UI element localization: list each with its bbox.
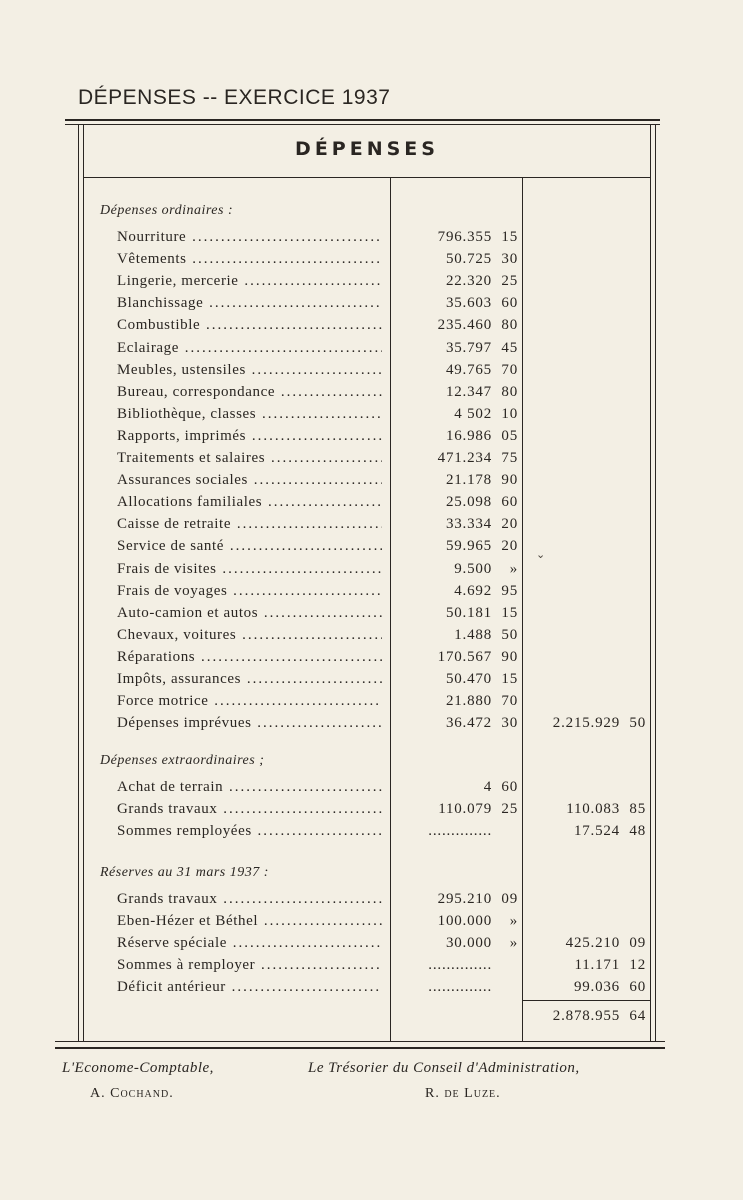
amount-cents: 30 (501, 715, 518, 732)
row-amount (396, 359, 518, 381)
amount-value: 796.355 (437, 229, 492, 245)
amount-cents: 15 (501, 604, 518, 621)
row-amount (396, 910, 518, 932)
amount-cents: » (509, 913, 518, 929)
row-amount (396, 776, 518, 798)
signature-left-role: L'Econome-Comptable, (62, 1060, 214, 1076)
amount-cents: 25 (501, 273, 518, 290)
row-label: Lingerie, mercerie ..... (117, 270, 382, 292)
row-amount (396, 491, 518, 513)
table-row (0, 270, 743, 292)
signature-right-name: R. de Luze. (425, 1086, 501, 1101)
amount-value: .............. (428, 823, 492, 839)
row-label: Eclairage ..... (117, 337, 382, 359)
row-label: Eben-Hézer et Béthel ..... (117, 910, 382, 932)
row-label: Grands travaux ..... (117, 888, 382, 910)
row-amount (396, 558, 518, 580)
row-amount (396, 337, 518, 359)
amount-value: 22.320 (445, 273, 492, 290)
table-row (0, 558, 743, 580)
amount-cents: 75 (501, 450, 518, 466)
section-row (0, 862, 743, 884)
row-total (528, 932, 646, 954)
section-row (0, 200, 743, 222)
row-amount (396, 469, 518, 491)
amount-value: 12.347 (445, 383, 492, 400)
row-label: Réserve spéciale ..... (117, 932, 382, 954)
row-amount (396, 932, 518, 954)
row-label: Impôts, assurances ..... (117, 668, 382, 690)
row-label: Combustible ..... (117, 314, 382, 336)
amount-cents: 09 (501, 891, 518, 907)
table-row (0, 425, 743, 447)
amount-cents: 60 (501, 494, 518, 511)
amount-value: 35.797 (445, 339, 492, 356)
amount-cents: 90 (501, 472, 518, 489)
total-value: 2.215.929 (552, 715, 620, 732)
amount-value: 295.210 (437, 891, 492, 907)
table-row (0, 624, 743, 646)
table-row (0, 292, 743, 314)
table-row (0, 580, 743, 602)
row-label: Chevaux, voitures ..... (117, 624, 382, 646)
table-row (0, 910, 743, 932)
row-amount (396, 513, 518, 535)
amount-cents: » (509, 935, 518, 951)
amount-value: 21.178 (445, 472, 492, 489)
table-row (0, 712, 743, 734)
row-label: Sommes à remployer ..... (117, 954, 382, 976)
amount-value: 36.472 (445, 715, 492, 732)
amount-value: 235.460 (437, 317, 492, 334)
row-amount (396, 712, 518, 734)
bottom-double-rule (55, 1047, 665, 1049)
signature-left-name: A. Cochand. (90, 1086, 174, 1101)
table-row (0, 976, 743, 998)
amount-cents: 15 (501, 229, 518, 245)
section-title: Réserves au 31 mars 1937 : (100, 865, 269, 880)
amount-value: 33.334 (445, 516, 492, 533)
table-row (0, 602, 743, 624)
amount-value: 30.000 (445, 935, 492, 951)
amount-cents: 90 (501, 648, 518, 665)
pencil-tick-mark: ⌄ (536, 549, 546, 561)
row-amount (396, 381, 518, 403)
row-label: Blanchissage ..... (117, 292, 382, 314)
table-row (0, 535, 743, 557)
amount-value: 50.725 (445, 251, 492, 268)
row-amount (396, 624, 518, 646)
amount-value: .............. (428, 957, 492, 973)
amount-cents: 80 (501, 383, 518, 400)
amount-cents: 30 (501, 251, 518, 268)
table-row (0, 820, 743, 842)
grand-total-value: 2.878.955 (552, 1008, 620, 1024)
grand-total-cents: 64 (629, 1008, 646, 1024)
row-label: Déficit antérieur ..... (117, 976, 382, 998)
row-total (528, 820, 646, 842)
row-label: Caisse de retraite ..... (117, 513, 382, 535)
amount-value: 100.000 (437, 913, 492, 929)
top-double-rule (65, 119, 660, 121)
section-title: Dépenses extraordinaires ; (100, 753, 265, 768)
total-value: 110.083 (566, 801, 620, 817)
table-row (0, 668, 743, 690)
table-row (0, 337, 743, 359)
table-row (0, 888, 743, 910)
amount-cents: 50 (501, 626, 518, 643)
row-label: Rapports, imprimés ..... (117, 425, 382, 447)
top-double-rule-inner (65, 124, 660, 125)
total-cents: 09 (629, 935, 646, 951)
amount-value: 4.692 (454, 582, 492, 599)
total-cents: 50 (629, 715, 646, 732)
amount-value: 21.880 (445, 693, 492, 710)
row-amount (396, 646, 518, 668)
table-row (0, 381, 743, 403)
table-row (0, 776, 743, 798)
row-amount (396, 798, 518, 820)
table-row (0, 359, 743, 381)
amount-value: 9.500 (454, 560, 492, 577)
amount-value: 170.567 (437, 648, 492, 665)
table-row (0, 469, 743, 491)
row-label: Assurances sociales ..... (117, 469, 382, 491)
row-amount (396, 292, 518, 314)
row-amount (396, 668, 518, 690)
amount-value: 50.181 (445, 604, 492, 621)
row-total (528, 798, 646, 820)
total-cents: 85 (629, 801, 646, 817)
row-amount (396, 447, 518, 469)
table-row (0, 403, 743, 425)
total-value: 425.210 (565, 935, 620, 951)
row-label: Traitements et salaires ..... (117, 447, 382, 469)
table-row (0, 690, 743, 712)
row-label: Bureau, correspondance ..... (117, 381, 382, 403)
page-heading: DÉPENSES -- EXERCICE 1937 (78, 86, 391, 109)
amount-value: 35.603 (445, 295, 492, 312)
row-amount (396, 226, 518, 248)
table-row (0, 798, 743, 820)
amount-cents: 70 (501, 361, 518, 378)
total-value: 11.171 (574, 957, 620, 973)
row-label: Service de santé ..... (117, 535, 382, 557)
amount-value: 4 (483, 779, 492, 795)
row-amount (396, 602, 518, 624)
row-amount (396, 425, 518, 447)
amount-cents: 80 (501, 317, 518, 334)
table-title: DÉPENSES (295, 138, 439, 160)
row-total (528, 976, 646, 998)
row-label: Grands travaux ..... (117, 798, 382, 820)
row-label: Achat de terrain ..... (117, 776, 382, 798)
amount-value: 1.488 (454, 626, 492, 643)
row-amount (396, 690, 518, 712)
row-amount (396, 888, 518, 910)
row-label: Bibliothèque, classes ..... (117, 403, 382, 425)
row-label: Frais de visites ..... (117, 558, 382, 580)
row-label: Meubles, ustensiles ..... (117, 359, 382, 381)
amount-value: 4 502 (454, 405, 492, 422)
row-label: Dépenses imprévues ..... (117, 712, 382, 734)
row-label: Réparations ..... (117, 646, 382, 668)
amount-cents: 20 (501, 516, 518, 533)
grand-total-row (0, 1005, 743, 1027)
amount-cents: 60 (501, 295, 518, 312)
row-label: Nourriture ..... (117, 226, 382, 248)
amount-value: 471.234 (437, 450, 492, 466)
header-rule (84, 177, 650, 178)
table-row (0, 226, 743, 248)
row-amount (396, 270, 518, 292)
table-row (0, 932, 743, 954)
row-amount (396, 954, 518, 976)
amount-cents: 25 (501, 801, 518, 817)
row-amount (396, 580, 518, 602)
table-row (0, 491, 743, 513)
row-label: Sommes remployées ..... (117, 820, 382, 842)
total-value: 17.524 (573, 823, 620, 839)
amount-cents: 15 (501, 671, 518, 687)
row-amount (396, 976, 518, 998)
amount-cents: 60 (501, 779, 518, 795)
table-row (0, 248, 743, 270)
row-label: Frais de voyages ..... (117, 580, 382, 602)
amount-cents: 20 (501, 538, 518, 555)
row-amount (396, 820, 518, 842)
row-label: Force motrice ..... (117, 690, 382, 712)
section-title: Dépenses ordinaires : (100, 203, 234, 218)
amount-cents: 10 (501, 405, 518, 422)
row-label: Auto-camion et autos ..... (117, 602, 382, 624)
amount-value: 59.965 (445, 538, 492, 555)
table-row (0, 646, 743, 668)
total-cents: 12 (629, 957, 646, 973)
amount-value: .............. (428, 979, 492, 995)
total-value: 99.036 (573, 979, 620, 995)
amount-value: 16.986 (445, 427, 492, 444)
row-total (528, 954, 646, 976)
signature-right-role: Le Trésorier du Conseil d'Administration, (308, 1060, 580, 1076)
row-label: Allocations familiales ..... (117, 491, 382, 513)
grand-total (528, 1005, 646, 1027)
row-amount (396, 403, 518, 425)
amount-value: 25.098 (445, 494, 492, 511)
row-amount (396, 248, 518, 270)
bottom-double-rule-inner (55, 1041, 665, 1042)
table-row (0, 954, 743, 976)
grand-total-rule (522, 1000, 650, 1001)
row-amount (396, 314, 518, 336)
amount-value: 49.765 (445, 361, 492, 378)
row-total (528, 712, 646, 734)
amount-cents: 95 (501, 582, 518, 599)
table-row (0, 447, 743, 469)
amount-cents: 70 (501, 693, 518, 710)
row-label: Vêtements ..... (117, 248, 382, 270)
section-row (0, 750, 743, 772)
total-cents: 60 (629, 979, 646, 995)
amount-value: 50.470 (445, 671, 492, 687)
amount-cents: » (509, 560, 518, 577)
table-row (0, 314, 743, 336)
amount-value: 110.079 (438, 801, 492, 817)
amount-cents: 45 (501, 339, 518, 356)
table-row (0, 513, 743, 535)
amount-cents: 05 (501, 427, 518, 444)
total-cents: 48 (629, 823, 646, 839)
row-amount (396, 535, 518, 557)
